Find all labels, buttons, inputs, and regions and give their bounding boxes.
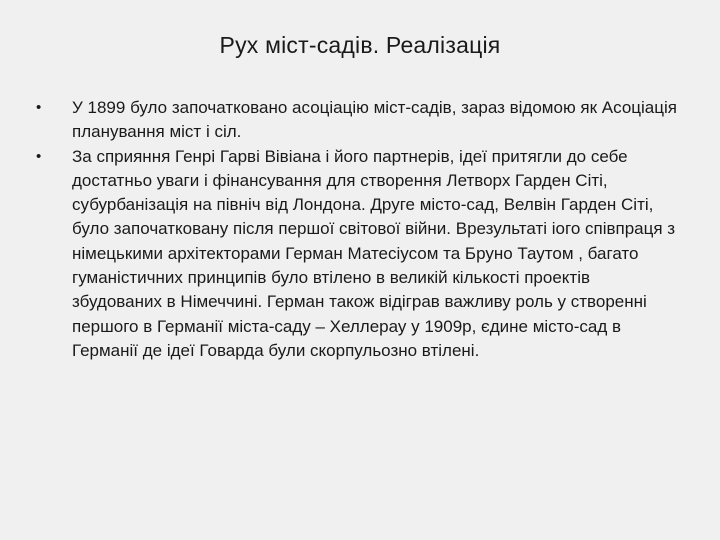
bullet-item-association: [36, 96, 681, 145]
bullet-list: [36, 96, 681, 363]
bullet-text: У 1899 було започатковано асоціацію міст-садів, зараз відомою як Асоціація планування міст і сіл.: [72, 98, 677, 142]
bullet-marker-icon: •: [36, 99, 42, 116]
bullet-marker-icon: •: [36, 147, 42, 165]
slide-title: Рух міст-садів. Реалізація: [219, 32, 501, 58]
bullet-item-letchworth: [36, 145, 681, 364]
bullet-text: За сприяння Генрі Гарві Вівіана і його партнерів, ідеї притягли до себе достатньо уваги і фінансування для створення Летворх Гарден Сіті, субурбанізація на північ від Лондона. Друге місто-сад, Велвін Гарден Сіті, було започатковану після першої світової війни. Врезультаті іого співпраця з німецькими архітекторами Герман Матесіусом та Бруно Таутом , багато гуманістичних принципів було втілено в великій кількості проектів збудованих в Німеччині. Герман також відіграв важливу роль у створенні першого в Германії міста-саду – Хеллерау у 1909р, єдине місто-сад в Германії де ідеї Говарда були скорпульозно втілені.: [72, 146, 676, 360]
